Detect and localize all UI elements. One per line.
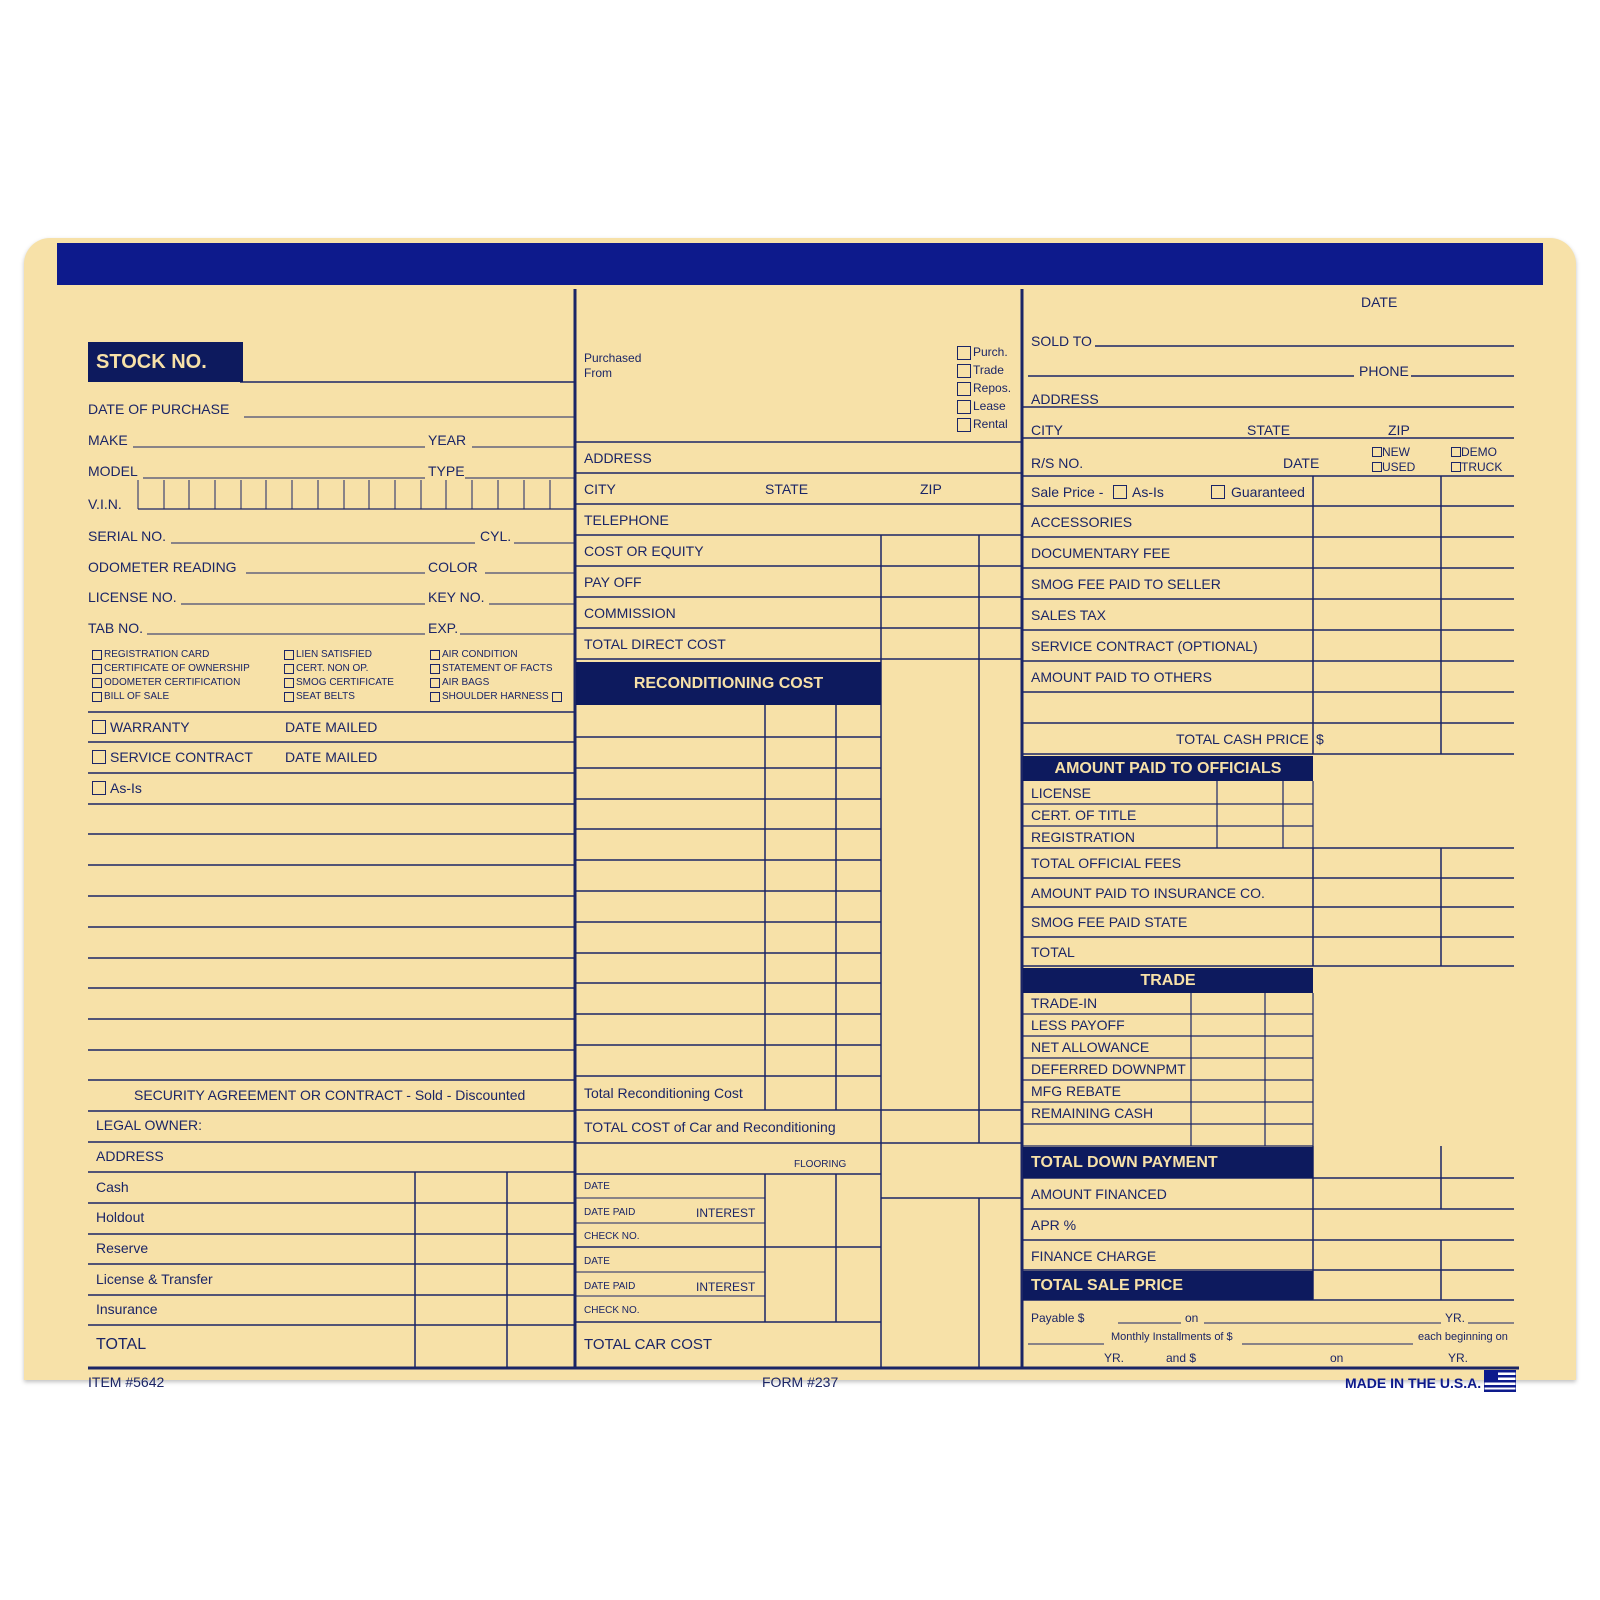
final-yr-label: YR. — [1448, 1351, 1469, 1365]
exp-label: EXP. — [428, 620, 459, 636]
flooring-label: FLOORING — [794, 1159, 847, 1170]
reserve-label: Reserve — [96, 1240, 149, 1256]
color-label: COLOR — [428, 559, 478, 575]
buyer-state-label: STATE — [1247, 422, 1291, 438]
and-dollar-label: and $ — [1166, 1351, 1197, 1365]
smog-fee-state-label: SMOG FEE PAID STATE — [1031, 914, 1188, 930]
warranty-label: WARRANTY — [110, 719, 190, 735]
doc-label: ODOMETER CERTIFICATION — [104, 677, 241, 688]
made-in-usa-label: MADE IN THE U.S.A. — [1345, 1375, 1482, 1391]
reconditioning-cost-header: RECONDITIONING COST — [576, 662, 881, 705]
amount-paid-insurance-label: AMOUNT PAID TO INSURANCE CO. — [1031, 885, 1265, 901]
us-flag-icon — [1484, 1370, 1516, 1392]
security-agreement-label: SECURITY AGREEMENT OR CONTRACT - Sold - Discounted — [134, 1087, 526, 1103]
flooring-interest-label: INTEREST — [696, 1206, 756, 1220]
cyl-label: CYL. — [480, 528, 512, 544]
seller-address-label: ADDRESS — [584, 450, 652, 466]
registration-label: REGISTRATION — [1031, 829, 1135, 845]
total-reconditioning-label: Total Reconditioning Cost — [584, 1085, 743, 1101]
doc-checkbox[interactable] — [92, 692, 102, 702]
right-total-label: TOTAL — [1031, 944, 1075, 960]
flooring-date-label: DATE — [584, 1181, 610, 1192]
buyer-zip-label: ZIP — [1388, 422, 1410, 438]
demo-label: DEMO — [1461, 445, 1497, 459]
doc-label: AIR CONDITION — [442, 649, 518, 660]
service-contract-optional-label: SERVICE CONTRACT (OPTIONAL) — [1031, 638, 1258, 654]
commission-label: COMMISSION — [584, 605, 676, 621]
doc-checkbox[interactable] — [552, 692, 562, 702]
flooring-check-no-label-2: CHECK NO. — [584, 1305, 640, 1316]
odometer-label: ODOMETER READING — [88, 559, 237, 575]
warranty-date-mailed-label: DATE MAILED — [285, 719, 378, 735]
total-down-payment-header: TOTAL DOWN PAYMENT — [1023, 1147, 1313, 1178]
type-label: TYPE — [428, 463, 465, 479]
total-car-cost-label: TOTAL CAR COST — [584, 1336, 713, 1353]
purchased-from-label-2: From — [584, 366, 612, 380]
license-label: LICENSE — [1031, 785, 1091, 801]
new-checkbox[interactable] — [1372, 447, 1382, 457]
sale-as-is-label: As-Is — [1132, 484, 1164, 500]
doc-label: CERTIFICATE OF OWNERSHIP — [104, 663, 250, 674]
trade-label: Trade — [973, 363, 1004, 377]
trade-header: TRADE — [1023, 968, 1313, 993]
license-no-label: LICENSE NO. — [88, 589, 177, 605]
doc-checkbox[interactable] — [92, 650, 102, 660]
lease-checkbox[interactable] — [957, 400, 971, 414]
purchased-from-label: Purchased — [584, 351, 642, 365]
flooring-check-no-label: CHECK NO. — [584, 1231, 640, 1242]
truck-checkbox[interactable] — [1451, 462, 1461, 472]
repos-label: Repos. — [973, 381, 1012, 395]
guaranteed-label: Guaranteed — [1231, 484, 1305, 500]
used-label: USED — [1382, 460, 1416, 474]
doc-checkbox[interactable] — [430, 650, 440, 660]
rental-label: Rental — [973, 417, 1008, 431]
doc-label: STATEMENT OF FACTS — [442, 663, 553, 674]
flooring-date-label-2: DATE — [584, 1256, 610, 1267]
doc-label: REGISTRATION CARD — [104, 649, 210, 660]
flooring-date-paid-label-2: DATE PAID — [584, 1281, 636, 1292]
pay-off-label: PAY OFF — [584, 574, 642, 590]
seller-city-label: CITY — [584, 481, 616, 497]
date-of-purchase-label: DATE OF PURCHASE — [88, 401, 230, 417]
left-total-label: TOTAL — [96, 1336, 147, 1353]
doc-checkbox[interactable] — [284, 650, 294, 660]
amount-paid-officials-header: AMOUNT PAID TO OFFICIALS — [1023, 756, 1313, 781]
trade-checkbox[interactable] — [957, 364, 971, 378]
total-direct-cost-label: TOTAL DIRECT COST — [584, 636, 726, 652]
guaranteed-checkbox[interactable] — [1211, 485, 1225, 499]
holdout-label: Holdout — [96, 1209, 145, 1225]
sale-price-label: Sale Price - — [1031, 484, 1104, 500]
doc-checkbox[interactable] — [92, 678, 102, 688]
cost-or-equity-label: COST OR EQUITY — [584, 543, 704, 559]
lease-label: Lease — [973, 399, 1006, 413]
finance-charge-label: FINANCE CHARGE — [1031, 1248, 1157, 1264]
as-is-label: As-Is — [110, 780, 142, 796]
service-date-mailed-label: DATE MAILED — [285, 749, 378, 765]
as-is-checkbox[interactable] — [92, 781, 106, 795]
doc-checkbox[interactable] — [284, 678, 294, 688]
doc-label: LIEN SATISFIED — [296, 649, 372, 660]
doc-label: SEAT BELTS — [296, 691, 355, 702]
serial-no-label: SERIAL NO. — [88, 528, 167, 544]
warranty-checkbox[interactable] — [92, 720, 106, 734]
vin-label: V.I.N. — [88, 496, 122, 512]
key-no-label: KEY NO. — [428, 589, 485, 605]
total-official-fees-label: TOTAL OFFICIAL FEES — [1031, 855, 1182, 871]
total-cost-car-recon-label: TOTAL COST of Car and Reconditioning — [584, 1119, 836, 1135]
remaining-cash-label: REMAINING CASH — [1031, 1105, 1154, 1121]
amount-paid-others-label: AMOUNT PAID TO OTHERS — [1031, 669, 1212, 685]
total-cash-price-dollar: $ — [1316, 731, 1324, 747]
doc-checkbox[interactable] — [284, 664, 294, 674]
installments-yr-label: YR. — [1104, 1351, 1125, 1365]
model-label: MODEL — [88, 463, 138, 479]
rental-checkbox[interactable] — [957, 418, 971, 432]
insurance-label: Insurance — [96, 1301, 158, 1317]
sold-to-label: SOLD TO — [1031, 333, 1092, 349]
apr-label: APR % — [1031, 1217, 1077, 1233]
smog-fee-seller-label: SMOG FEE PAID TO SELLER — [1031, 576, 1221, 592]
doc-label: BILL OF SALE — [104, 691, 170, 702]
seller-state-label: STATE — [765, 481, 809, 497]
license-transfer-label: License & Transfer — [96, 1271, 213, 1287]
documentary-fee-label: DOCUMENTARY FEE — [1031, 545, 1171, 561]
monthly-installments-label: Monthly Installments of $ — [1111, 1331, 1233, 1343]
flooring-date-paid-label: DATE PAID — [584, 1207, 636, 1218]
legal-owner-label: LEGAL OWNER: — [96, 1117, 203, 1133]
purch-label: Purch. — [973, 345, 1008, 359]
payable-label: Payable $ — [1031, 1311, 1085, 1325]
less-payoff-label: LESS PAYOFF — [1031, 1017, 1125, 1033]
total-sale-price-header: TOTAL SALE PRICE — [1023, 1271, 1313, 1300]
doc-label: AIR BAGS — [442, 677, 490, 688]
service-contract-label: SERVICE CONTRACT — [110, 749, 253, 765]
doc-checkbox[interactable] — [430, 692, 440, 702]
new-label: NEW — [1382, 445, 1410, 459]
rs-no-label: R/S NO. — [1031, 455, 1084, 471]
deferred-downpmt-label: DEFERRED DOWNPMT — [1031, 1061, 1186, 1077]
phone-label: PHONE — [1359, 363, 1409, 379]
doc-checkbox[interactable] — [430, 664, 440, 674]
seller-zip-label: ZIP — [920, 481, 942, 497]
truck-label: TRUCK — [1461, 460, 1503, 474]
item-number: ITEM #5642 — [88, 1374, 165, 1390]
demo-checkbox[interactable] — [1451, 447, 1461, 457]
rs-date-label: DATE — [1283, 455, 1320, 471]
doc-label: CERT. NON OP. — [296, 663, 369, 674]
doc-checkbox[interactable] — [284, 692, 294, 702]
year-label: YEAR — [428, 432, 467, 448]
make-label: MAKE — [88, 432, 128, 448]
each-beginning-on-label: each beginning on — [1418, 1331, 1508, 1343]
sale-as-is-checkbox[interactable] — [1113, 485, 1127, 499]
buyer-address-label: ADDRESS — [1031, 391, 1099, 407]
payable-on-label: on — [1185, 1311, 1199, 1325]
total-cash-price-label: TOTAL CASH PRICE — [1176, 731, 1309, 747]
amount-financed-label: AMOUNT FINANCED — [1031, 1186, 1167, 1202]
accessories-label: ACCESSORIES — [1031, 514, 1133, 530]
cash-label: Cash — [96, 1179, 129, 1195]
mfg-rebate-label: MFG REBATE — [1031, 1083, 1121, 1099]
buyer-city-label: CITY — [1031, 422, 1063, 438]
service-contract-checkbox[interactable] — [92, 750, 106, 764]
used-checkbox[interactable] — [1372, 462, 1382, 472]
cert-title-label: CERT. OF TITLE — [1031, 807, 1137, 823]
doc-label: SHOULDER HARNESS — [442, 691, 549, 702]
form-number: FORM #237 — [762, 1374, 839, 1390]
repos-checkbox[interactable] — [957, 382, 971, 396]
purch-checkbox[interactable] — [957, 346, 971, 360]
payable-yr-label: YR. — [1445, 1311, 1466, 1325]
stock-no-header: STOCK NO. — [88, 342, 243, 382]
tab-no-label: TAB NO. — [88, 620, 143, 636]
doc-checkbox[interactable] — [430, 678, 440, 688]
net-allowance-label: NET ALLOWANCE — [1031, 1039, 1150, 1055]
trade-in-label: TRADE-IN — [1031, 995, 1098, 1011]
doc-checkbox[interactable] — [92, 664, 102, 674]
sale-date-label: DATE — [1361, 294, 1398, 310]
flooring-interest-label-2: INTEREST — [696, 1280, 756, 1294]
doc-label: SMOG CERTIFICATE — [296, 677, 394, 688]
sales-tax-label: SALES TAX — [1031, 607, 1106, 623]
final-on-label: on — [1330, 1351, 1344, 1365]
telephone-label: TELEPHONE — [584, 512, 669, 528]
legal-owner-address-label: ADDRESS — [96, 1148, 164, 1164]
